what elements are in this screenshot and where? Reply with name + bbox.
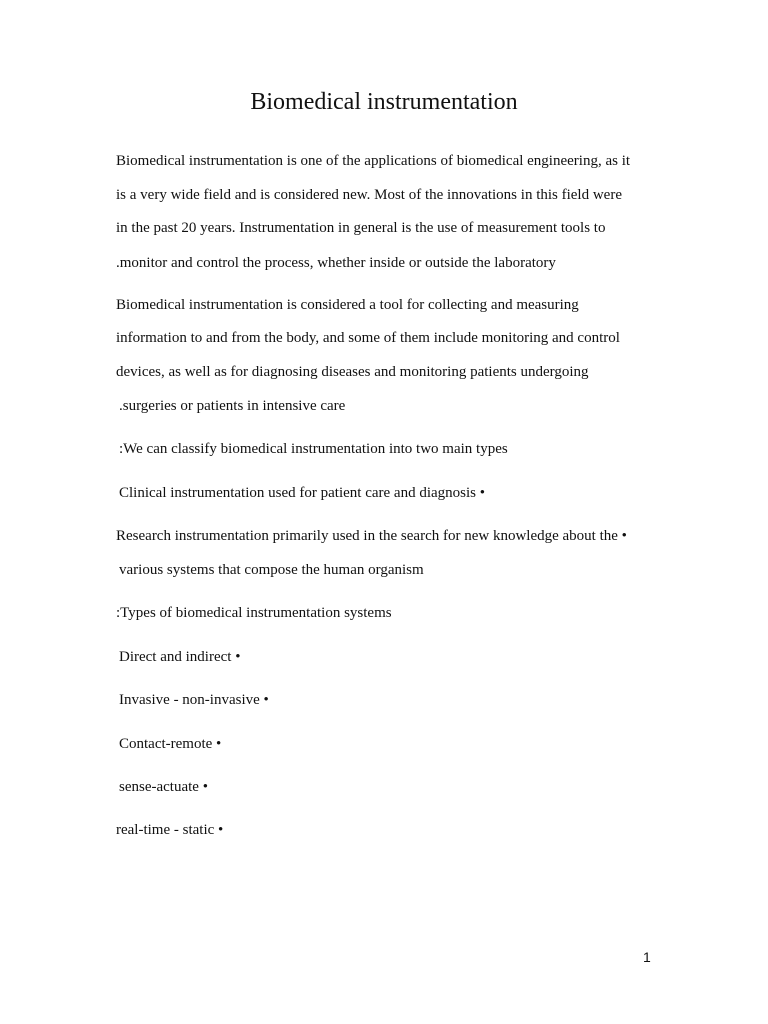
paragraph-1-line-4: .monitor and control the process, whether inside or outside the laboratory (116, 255, 556, 271)
paragraph-2-line-1: Biomedical instrumentation is considered a tool for collecting and measuring (116, 297, 579, 313)
paragraph-2-line-4: .surgeries or patients in intensive care (119, 398, 346, 414)
list-item-direct-indirect: Direct and indirect • (119, 649, 241, 665)
paragraph-1-line-2: is a very wide field and is considered new. Most of the innovations in this field were (116, 187, 622, 203)
document-title: Biomedical instrumentation (250, 89, 518, 115)
paragraph-2-line-3: devices, as well as for diagnosing diseases and monitoring patients undergoing (116, 364, 589, 380)
paragraph-1-line-1: Biomedical instrumentation is one of the applications of biomedical engineering, as it (116, 153, 631, 169)
classification-intro: :We can classify biomedical instrumentation into two main types (119, 441, 508, 457)
page-number: 1 (643, 949, 651, 965)
list-item-invasive: Invasive - non-invasive • (119, 692, 269, 708)
list-item-research-line-1: Research instrumentation primarily used in the search for new knowledge about the • (116, 528, 627, 544)
paragraph-1-line-3: in the past 20 years. Instrumentation in general is the use of measurement tools to (116, 220, 606, 236)
list-item-clinical: Clinical instrumentation used for patient care and diagnosis • (119, 485, 485, 501)
list-item-real-time-static: real-time - static • (116, 822, 224, 838)
list-item-research-line-2: various systems that compose the human organism (119, 562, 424, 578)
list-item-sense-actuate: sense-actuate • (119, 779, 208, 795)
types-heading: :Types of biomedical instrumentation systems (116, 605, 392, 621)
list-item-contact-remote: Contact-remote • (119, 736, 222, 752)
paragraph-2-line-2: information to and from the body, and some of them include monitoring and control (116, 330, 620, 346)
